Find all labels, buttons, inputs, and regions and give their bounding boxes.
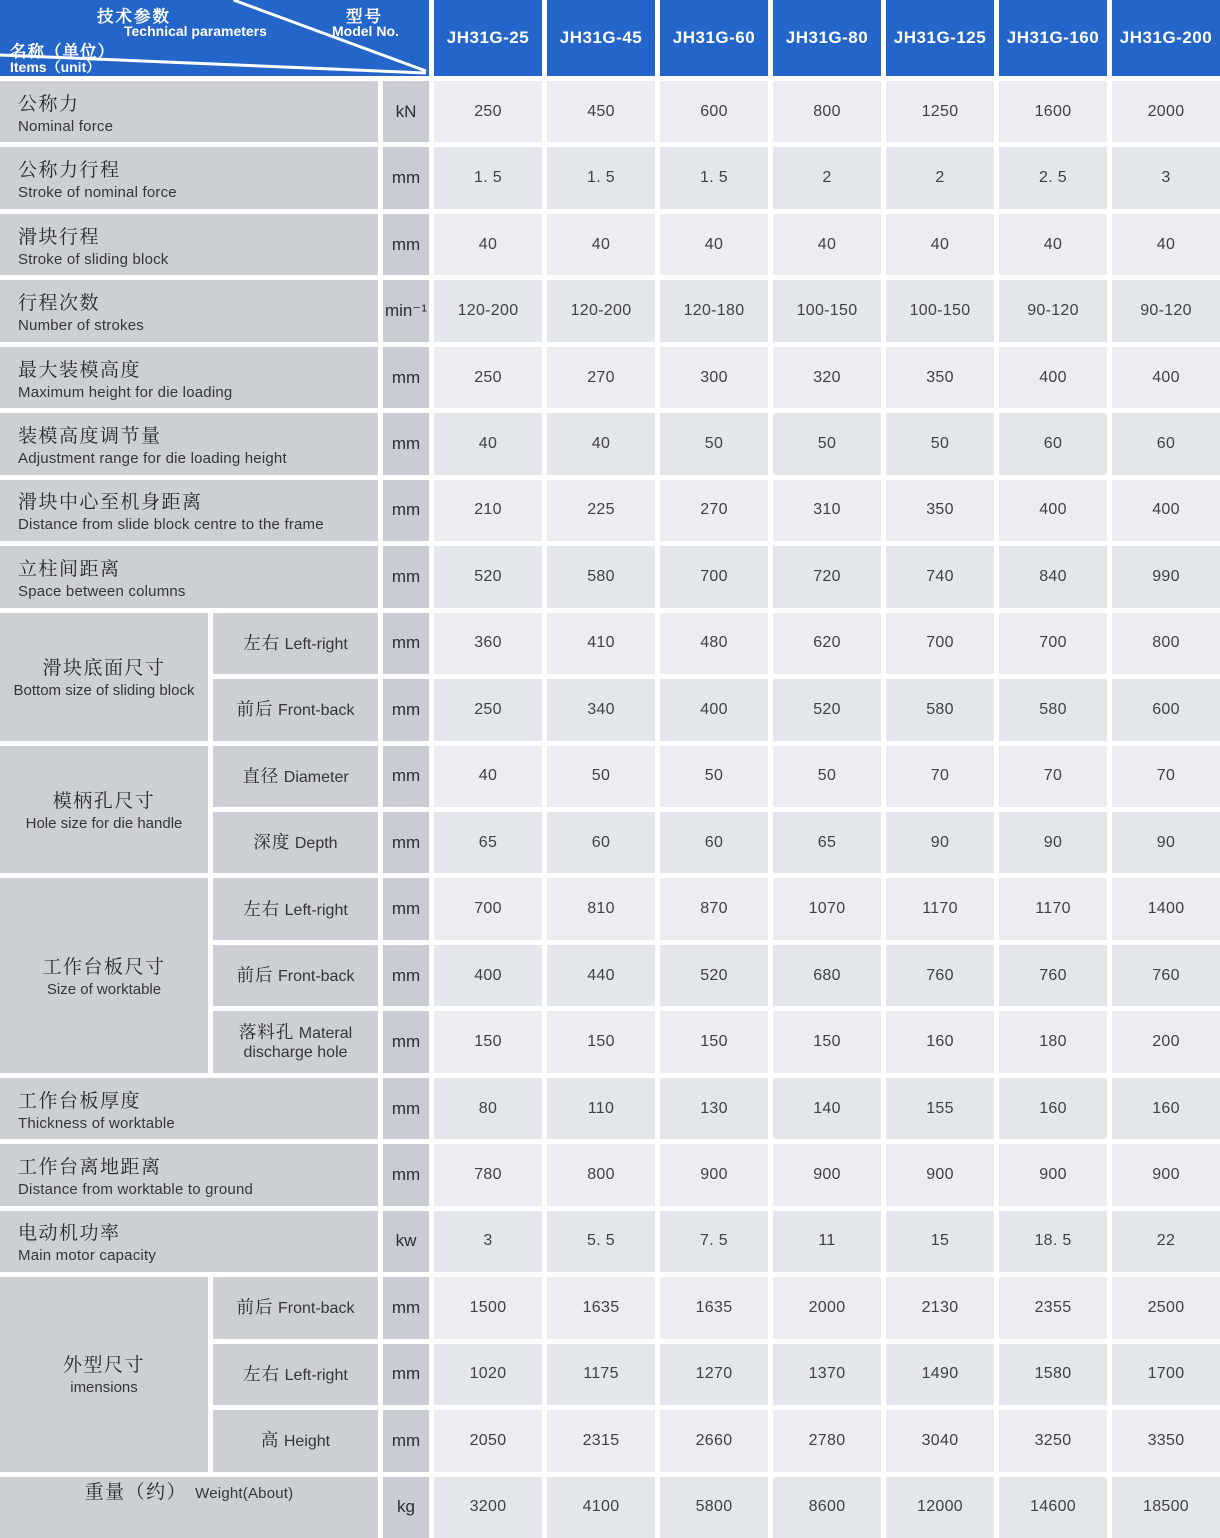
value-cell: 400: [999, 480, 1107, 541]
sub-row-label: [213, 1344, 378, 1405]
row-label: [0, 1078, 378, 1139]
value-cell: 800: [773, 81, 881, 142]
row-label-en: Main motor capacity: [18, 1247, 157, 1265]
model-header: JH31G-125: [886, 0, 994, 76]
value-cell: 60: [999, 413, 1107, 474]
value-cell: 1. 5: [547, 147, 655, 208]
row-label: [0, 347, 378, 408]
unit-label: mm: [383, 1344, 429, 1405]
row-label-en: Distance from worktable to ground: [18, 1180, 254, 1198]
value-cell: 22: [1112, 1211, 1220, 1272]
value-cell: 600: [660, 81, 768, 142]
value-cell: 1500: [434, 1277, 542, 1338]
model-no-label-en: Model No.: [332, 23, 399, 39]
value-cell: 140: [773, 1078, 881, 1139]
value-cell: 250: [434, 347, 542, 408]
value-cell: 250: [434, 679, 542, 740]
value-cell: 250: [434, 81, 542, 142]
value-cell: 70: [886, 746, 994, 807]
value-cell: 160: [886, 1011, 994, 1072]
row-label: [0, 546, 378, 607]
row-label-zh: 滑块中心至机身距离: [18, 492, 203, 514]
value-cell: 60: [1112, 413, 1220, 474]
group-label-en: Size of worktable: [46, 980, 162, 998]
value-cell: 1400: [1112, 878, 1220, 939]
sub-row-label-text: 前后 Front-back: [236, 965, 355, 986]
model-header: JH31G-45: [547, 0, 655, 76]
value-cell: 18500: [1112, 1477, 1220, 1538]
value-cell: 2050: [434, 1410, 542, 1471]
value-cell: 160: [1112, 1078, 1220, 1139]
row-label-en: Stroke of nominal force: [18, 184, 177, 202]
value-cell: 870: [660, 878, 768, 939]
value-cell: 14600: [999, 1477, 1107, 1538]
value-cell: 150: [434, 1011, 542, 1072]
unit-label: mm: [383, 613, 429, 674]
model-no-label-zh: 型号: [346, 8, 383, 26]
model-header: JH31G-60: [660, 0, 768, 76]
value-cell: 200: [1112, 1011, 1220, 1072]
row-label-zh: 公称力行程: [18, 160, 121, 182]
value-cell: 1020: [434, 1344, 542, 1405]
sub-row-label: [213, 812, 378, 873]
value-cell: 7. 5: [660, 1211, 768, 1272]
value-cell: 400: [1112, 347, 1220, 408]
row-label: [0, 147, 378, 208]
value-cell: 150: [547, 1011, 655, 1072]
unit-label: mm: [383, 347, 429, 408]
row-label: [0, 480, 378, 541]
value-cell: 1490: [886, 1344, 994, 1405]
value-cell: 520: [660, 945, 768, 1006]
value-cell: 400: [660, 679, 768, 740]
value-cell: 65: [773, 812, 881, 873]
row-label-zh: 装模高度调节量: [18, 425, 162, 447]
group-label-zh: 外型尺寸: [62, 1355, 145, 1377]
value-cell: 300: [660, 347, 768, 408]
value-cell: 225: [547, 480, 655, 541]
group-label: [0, 613, 208, 741]
value-cell: 2355: [999, 1277, 1107, 1338]
value-cell: 3200: [434, 1477, 542, 1538]
group-label: [0, 746, 208, 874]
value-cell: 5800: [660, 1477, 768, 1538]
value-cell: 1370: [773, 1344, 881, 1405]
value-cell: 40: [1112, 214, 1220, 275]
row-label-en: Stroke of sliding block: [18, 250, 169, 268]
value-cell: 900: [999, 1144, 1107, 1205]
value-cell: 520: [434, 546, 542, 607]
value-cell: 400: [1112, 480, 1220, 541]
value-cell: 580: [886, 679, 994, 740]
value-cell: 400: [999, 347, 1107, 408]
sub-row-label-text: 高 Height: [260, 1430, 331, 1451]
value-cell: 450: [547, 81, 655, 142]
value-cell: 210: [434, 480, 542, 541]
sub-row-label: [213, 613, 378, 674]
value-cell: 760: [1112, 945, 1220, 1006]
items-unit-label-en: Items（unit）: [10, 59, 101, 75]
row-label: [0, 1211, 378, 1272]
value-cell: 50: [886, 413, 994, 474]
value-cell: 110: [547, 1078, 655, 1139]
unit-label: mm: [383, 1144, 429, 1205]
sub-row-label-text: 左右 Left-right: [243, 898, 348, 919]
value-cell: 90: [999, 812, 1107, 873]
value-cell: 700: [999, 613, 1107, 674]
tech-params-label-en: Technical parameters: [124, 23, 267, 39]
row-label-zh: 重量（约）: [84, 1481, 188, 1503]
value-cell: 40: [773, 214, 881, 275]
value-cell: 90-120: [999, 280, 1107, 341]
value-cell: 11: [773, 1211, 881, 1272]
unit-label: min⁻¹: [383, 280, 429, 341]
value-cell: 700: [886, 613, 994, 674]
value-cell: 40: [547, 413, 655, 474]
row-label-zh: 工作台板厚度: [18, 1090, 142, 1112]
row-label-en: Nominal force: [18, 117, 114, 135]
value-cell: 310: [773, 480, 881, 541]
row-label-en: Adjustment range for die loading height: [18, 449, 287, 467]
row-label-en: Weight(About): [195, 1484, 294, 1502]
value-cell: 2130: [886, 1277, 994, 1338]
row-label-en: Maximum height for die loading: [18, 383, 233, 401]
value-cell: 155: [886, 1078, 994, 1139]
value-cell: 2000: [773, 1277, 881, 1338]
value-cell: 1175: [547, 1344, 655, 1405]
group-label: [0, 878, 208, 1072]
value-cell: 18. 5: [999, 1211, 1107, 1272]
value-cell: 340: [547, 679, 655, 740]
value-cell: 3250: [999, 1410, 1107, 1471]
value-cell: 520: [773, 679, 881, 740]
row-label-zh: 电动机功率: [18, 1223, 121, 1245]
value-cell: 720: [773, 546, 881, 607]
value-cell: 2000: [1112, 81, 1220, 142]
unit-label: mm: [383, 1011, 429, 1072]
group-label: [0, 1277, 208, 1471]
unit-label: mm: [383, 812, 429, 873]
unit-label: mm: [383, 1410, 429, 1471]
value-cell: 160: [999, 1078, 1107, 1139]
value-cell: 1170: [999, 878, 1107, 939]
value-cell: 3: [1112, 147, 1220, 208]
sub-row-label-text: 左右 Left-right: [243, 1363, 348, 1384]
value-cell: 1070: [773, 878, 881, 939]
row-label-en: Distance from slide block centre to the frame: [18, 516, 324, 534]
group-label-en: Hole size for die handle: [25, 814, 183, 832]
value-cell: 1170: [886, 878, 994, 939]
value-cell: 40: [434, 214, 542, 275]
value-cell: 780: [434, 1144, 542, 1205]
row-label-zh: 最大装模高度: [18, 359, 142, 381]
row-label-en: Number of strokes: [18, 317, 144, 335]
value-cell: 350: [886, 347, 994, 408]
value-cell: 8600: [773, 1477, 881, 1538]
value-cell: 120-200: [547, 280, 655, 341]
unit-label: mm: [383, 878, 429, 939]
value-cell: 700: [434, 878, 542, 939]
value-cell: 1600: [999, 81, 1107, 142]
sub-row-label-text: 深度 Depth: [253, 832, 338, 853]
value-cell: 840: [999, 546, 1107, 607]
row-label: [0, 1144, 378, 1205]
sub-row-label: [213, 1277, 378, 1338]
value-cell: 360: [434, 613, 542, 674]
sub-row-label: [213, 945, 378, 1006]
value-cell: 800: [547, 1144, 655, 1205]
sub-row-label: [213, 1011, 378, 1072]
value-cell: 3040: [886, 1410, 994, 1471]
value-cell: 40: [434, 746, 542, 807]
value-cell: 410: [547, 613, 655, 674]
value-cell: 120-180: [660, 280, 768, 341]
value-cell: 900: [886, 1144, 994, 1205]
unit-label: mm: [383, 679, 429, 740]
unit-label: mm: [383, 1277, 429, 1338]
unit-label: kg: [383, 1477, 429, 1538]
value-cell: 60: [547, 812, 655, 873]
value-cell: 150: [773, 1011, 881, 1072]
row-label: [0, 214, 378, 275]
sub-row-label-text: 前后 Front-back: [236, 699, 355, 720]
value-cell: 100-150: [886, 280, 994, 341]
row-label-zh: 行程次数: [18, 293, 101, 315]
value-cell: 400: [434, 945, 542, 1006]
value-cell: 1. 5: [660, 147, 768, 208]
value-cell: 900: [660, 1144, 768, 1205]
value-cell: 50: [773, 413, 881, 474]
value-cell: 40: [660, 214, 768, 275]
value-cell: 90: [1112, 812, 1220, 873]
group-label-zh: 工作台板尺寸: [42, 956, 166, 978]
value-cell: 15: [886, 1211, 994, 1272]
value-cell: 1700: [1112, 1344, 1220, 1405]
value-cell: 760: [886, 945, 994, 1006]
value-cell: 2: [773, 147, 881, 208]
row-label-zh: 工作台离地距离: [18, 1156, 162, 1178]
value-cell: 2: [886, 147, 994, 208]
value-cell: 2315: [547, 1410, 655, 1471]
row-label-zh: 立柱间距离: [18, 558, 121, 580]
value-cell: 100-150: [773, 280, 881, 341]
value-cell: 760: [999, 945, 1107, 1006]
value-cell: 270: [660, 480, 768, 541]
value-cell: 40: [886, 214, 994, 275]
value-cell: 270: [547, 347, 655, 408]
sub-row-label: [213, 878, 378, 939]
sub-row-label-text: 直径 Diameter: [242, 765, 349, 786]
value-cell: 90: [886, 812, 994, 873]
sub-row-label: [213, 679, 378, 740]
value-cell: 12000: [886, 1477, 994, 1538]
value-cell: 1580: [999, 1344, 1107, 1405]
value-cell: 480: [660, 613, 768, 674]
value-cell: 5. 5: [547, 1211, 655, 1272]
unit-label: mm: [383, 746, 429, 807]
unit-label: kw: [383, 1211, 429, 1272]
model-header: JH31G-160: [999, 0, 1107, 76]
items-unit-label-zh: 名称（单位）: [10, 43, 115, 61]
value-cell: 900: [773, 1144, 881, 1205]
value-cell: 130: [660, 1078, 768, 1139]
value-cell: 600: [1112, 679, 1220, 740]
row-label: [0, 413, 378, 474]
value-cell: 620: [773, 613, 881, 674]
value-cell: 50: [660, 413, 768, 474]
row-label-zh: 滑块行程: [18, 226, 101, 248]
value-cell: 900: [1112, 1144, 1220, 1205]
value-cell: 70: [999, 746, 1107, 807]
value-cell: 50: [773, 746, 881, 807]
row-label-en: Thickness of worktable: [18, 1114, 175, 1132]
value-cell: 1270: [660, 1344, 768, 1405]
row-label: [0, 280, 378, 341]
group-label-zh: 滑块底面尺寸: [42, 657, 166, 679]
value-cell: 680: [773, 945, 881, 1006]
unit-label: kN: [383, 81, 429, 142]
unit-label: mm: [383, 1078, 429, 1139]
unit-label: mm: [383, 480, 429, 541]
value-cell: 810: [547, 878, 655, 939]
row-label-zh: 公称力: [18, 93, 80, 115]
value-cell: 3: [434, 1211, 542, 1272]
value-cell: 320: [773, 347, 881, 408]
value-cell: 440: [547, 945, 655, 1006]
value-cell: 990: [1112, 546, 1220, 607]
value-cell: 1. 5: [434, 147, 542, 208]
unit-label: mm: [383, 945, 429, 1006]
value-cell: 70: [1112, 746, 1220, 807]
value-cell: 50: [547, 746, 655, 807]
sub-row-label-text: 前后 Front-back: [236, 1297, 355, 1318]
table-corner-header: [0, 0, 429, 76]
tech-params-label-zh: 技术参数: [97, 8, 171, 26]
group-label-en: Bottom size of sliding block: [13, 681, 195, 699]
value-cell: 4100: [547, 1477, 655, 1538]
value-cell: 60: [660, 812, 768, 873]
value-cell: 800: [1112, 613, 1220, 674]
unit-label: mm: [383, 413, 429, 474]
value-cell: 40: [999, 214, 1107, 275]
value-cell: 65: [434, 812, 542, 873]
value-cell: 1635: [660, 1277, 768, 1338]
sub-row-label-text: 落料孔 Materal discharge hole: [238, 1021, 353, 1062]
value-cell: 90-120: [1112, 280, 1220, 341]
value-cell: 120-200: [434, 280, 542, 341]
row-label: [0, 1477, 378, 1538]
row-label: [0, 81, 378, 142]
value-cell: 1250: [886, 81, 994, 142]
value-cell: 80: [434, 1078, 542, 1139]
model-header: JH31G-25: [434, 0, 542, 76]
value-cell: 2780: [773, 1410, 881, 1471]
value-cell: 2. 5: [999, 147, 1107, 208]
unit-label: mm: [383, 214, 429, 275]
model-header: JH31G-200: [1112, 0, 1220, 76]
value-cell: 40: [434, 413, 542, 474]
value-cell: 350: [886, 480, 994, 541]
unit-label: mm: [383, 546, 429, 607]
sub-row-label-text: 左右 Left-right: [243, 632, 348, 653]
sub-row-label: [213, 746, 378, 807]
value-cell: 180: [999, 1011, 1107, 1072]
group-label-en: imensions: [70, 1379, 138, 1397]
value-cell: 150: [660, 1011, 768, 1072]
value-cell: 40: [547, 214, 655, 275]
unit-label: mm: [383, 147, 429, 208]
group-label-zh: 模柄孔尺寸: [52, 790, 156, 812]
model-header: JH31G-80: [773, 0, 881, 76]
value-cell: 580: [547, 546, 655, 607]
sub-row-label: [213, 1410, 378, 1471]
value-cell: 580: [999, 679, 1107, 740]
value-cell: 700: [660, 546, 768, 607]
value-cell: 50: [660, 746, 768, 807]
value-cell: 2500: [1112, 1277, 1220, 1338]
value-cell: 740: [886, 546, 994, 607]
row-label-en: Space between columns: [18, 582, 186, 600]
value-cell: 1635: [547, 1277, 655, 1338]
value-cell: 3350: [1112, 1410, 1220, 1471]
value-cell: 2660: [660, 1410, 768, 1471]
